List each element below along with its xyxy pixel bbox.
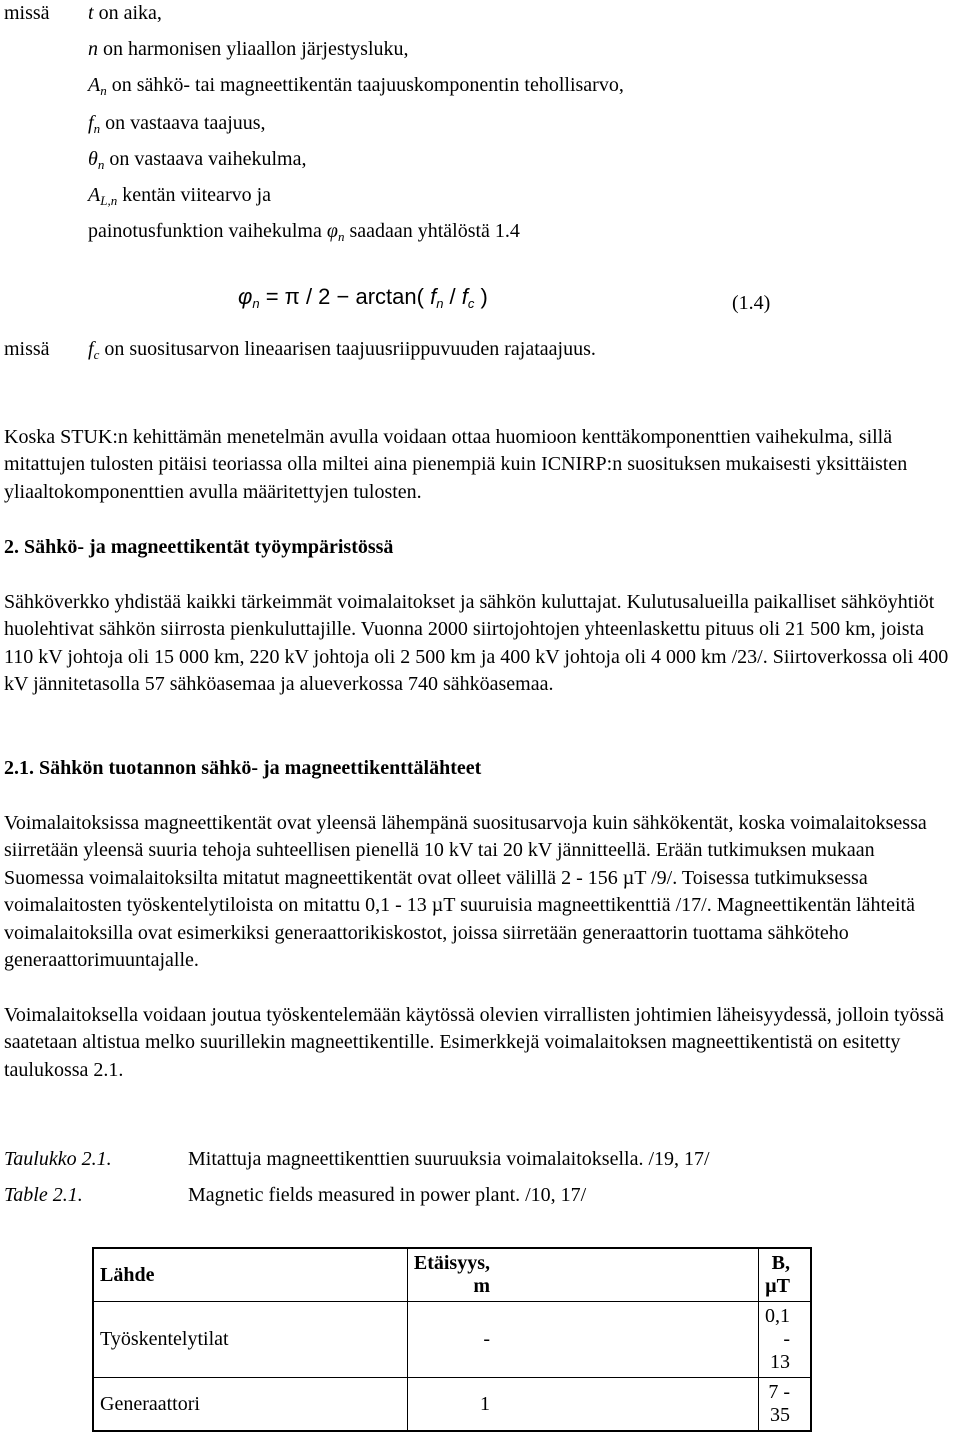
missa-label-2: missä [4,338,50,360]
header-distance: Etäisyys, m [407,1248,758,1302]
header-b-field: B, µT [759,1248,812,1302]
definition-theta: $\theta_n$ on vastaava vaihekulma, [88,148,307,172]
paragraph-work-near-conductors: Voimalaitoksella voidaan joutua työskentelemään käytössä olevien virrallisten johtimien läheisyydessä, jolloin työssä saatetaan altistua melko suurillekin magneettikentille. Esimerkkejä voimalaitoksen magneettikentistä on esitetty taulukossa 2.1. [4,1004,944,1081]
cell-b-field: 0,1 - 13 [759,1302,812,1378]
definition-an: $A_n$ on sähkö- tai magneettikentän taajuuskomponentin tehollisarvo, [88,74,624,98]
paragraph-stuk-method: Koska STUK:n kehittämän menetelmän avulla voidaan ottaa huomioon kenttäkomponenttien vaihekulma, sillä mitattujen tulosten pitäisi teoriassa olla miltei aina pienempiä kuin ICNIRP:n suosituksen mukaisesti yksittäisten yliaaltokomponenttien avulla määritettyjen tulosten. [4,426,908,503]
table-row [93,1378,811,1432]
definition-t: t on aika, [88,2,162,24]
header-source: Lähde [93,1248,407,1302]
magnetic-field-table [92,1247,812,1432]
paragraph-power-grid: Sähköverkko yhdistää kaikki tärkeimmät voimalaitokset ja sähkön kuluttajat. Kulutusalueilla paikalliset sähköyhtiöt huolehtivat sähkön siirrosta pienkuluttajille. Vuonna 2000 siirtojohtojen yhteenlaskettu pituus oli 21 500 km, joista 110 kV johtoja oli 15 000 km, 220 kV johtoja oli 2 500 km ja 400 kV johtoja oli 4 000 km /23/. Siirtoverkossa oli 400 kV jännitetasolla 57 sähköasemaa ja alueverkossa 740 sähköasemaa. [4,591,949,696]
section-heading-2: 2. Sähkö- ja magneettikentät työympäristössä [4,536,394,558]
caption-en-text: Magnetic fields measured in power plant. /10, 17/ [188,1184,587,1206]
equation-number: (1.4) [732,292,771,314]
definition-fc: $f_c$ on suositusarvon lineaarisen taajuusriippuvuuden rajataajuus. [88,338,596,362]
section-heading-2-1: 2.1. Sähkön tuotannon sähkö- ja magneettikenttälähteet [4,757,482,779]
missa-label: missä [4,2,50,24]
caption-fi-label: Taulukko 2.1. [4,1148,112,1170]
definition-fn: $f_n$ on vastaava taajuus, [88,112,266,136]
cell-source: Generaattori [93,1378,407,1432]
table-header-row [93,1248,811,1302]
definition-n: n on harmonisen yliaallon järjestysluku, [88,38,409,60]
cell-b-field: 7 - 35 [759,1378,812,1432]
caption-en-label: Table 2.1. [4,1184,83,1206]
definition-aln: $A_{L,n}$ kentän viitearvo ja [88,184,272,208]
equation-1-4: $\varphi_n = \pi / 2 - \arctan$( $f_n / f_c$ ) [238,284,488,311]
table-row [93,1302,811,1378]
cell-distance: 1 [407,1378,758,1432]
definition-weighting: painotusfunktion vaihekulma $\varphi_n$ saadaan yhtälöstä 1.4 [88,220,520,244]
cell-source: Työskentelytilat [93,1302,407,1378]
paragraph-power-plants: Voimalaitoksissa magneettikentät ovat yleensä lähempänä suositusarvoja kuin sähkökentät, koska voimalaitoksessa siirretään yleensä suuria tehoja suhteellisen pienellä 10 kV tai 20 kV jännitteellä. Erään tutkimuksen mukaan Suomessa voimalaitoksilta mitatut magneettikentät ovat olleet välillä 2 - 156 µT /9/. Toisessa tutkimuksessa voimalaitosten työskentelytiloista on mitattu 0,1 - 13 µT suuruisia magneettikenttiä /17/. Magneettikentän lähteitä voimalaitoksilla ovat esimerkiksi generaattorikiskostot, joissa siirretään generaattorin tuottama sähköteho generaattorimuuntajalle. [4,812,927,972]
caption-fi-text: Mitattuja magneettikenttien suuruuksia voimalaitoksella. /19, 17/ [188,1148,710,1170]
cell-distance: - [407,1302,758,1378]
